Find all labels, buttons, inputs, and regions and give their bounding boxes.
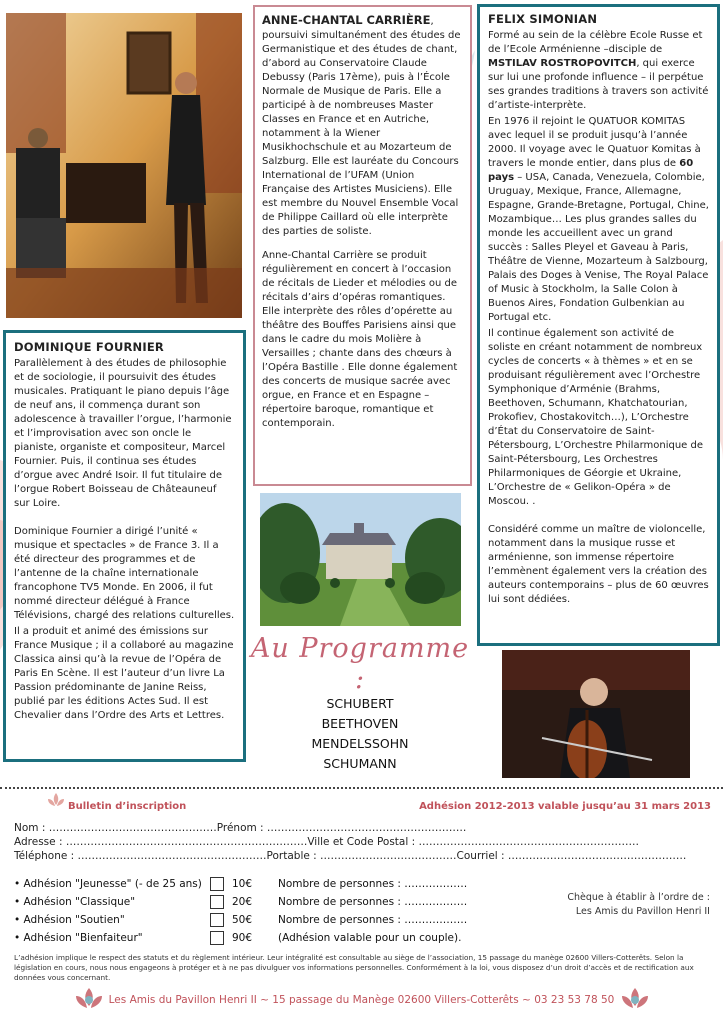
membership-row-classique	[14, 893, 467, 911]
membership-checkbox[interactable]	[210, 913, 224, 927]
membership-people[interactable]: Nombre de personnes : ………………	[278, 896, 468, 908]
bulletin-title: Bulletin d’inscription	[68, 801, 187, 812]
membership-label: • Adhésion "Classique"	[14, 896, 136, 908]
membership-row-soutien	[14, 911, 467, 929]
bio-box-dominique-fournier	[3, 330, 246, 762]
programme-title: Au Programme :	[250, 633, 470, 695]
membership-checkbox[interactable]	[210, 931, 224, 945]
footer-address: Les Amis du Pavillon Henri II ~ 15 passage du Manège 02600 Villers-Cotterêts ~ 03 23 53 78 50	[108, 994, 615, 1006]
membership-people[interactable]: Nombre de personnes : ………………	[278, 914, 468, 926]
composer-item: MENDELSSOHN	[311, 736, 409, 751]
composer-item: SCHUMANN	[323, 756, 397, 771]
photo-pianist-and-singer	[6, 13, 242, 318]
bio-box-felix-simonian	[477, 4, 720, 646]
felix-bio-paragraph-2: En 1976 il rejoint le QUATUOR KOMITAS avec lequel il se produit jusqu’à l’année 2000. Il voyage avec le Quatuor Komitas à travers le monde entier, dans plus de 60 pays – USA, Canada, Venezuela, Colombie, Uruguay, Mexique, France, Allemagne, Espagne, Grande-Bretagne, Portugal, Chine, Mozambique… Les plus grandes salles du monde les accueillent avec un grand succès : Salles Pleyel et Gaveau à Paris, Théâtre de Vienne, Mozarteum à Salzbourg, Palais des Doges à Venise, The Royal Palace of Music à Stockholm, la Salle Colon à Buenos Aires, Fondation Gulbenkian au Portugal etc.	[488, 116, 709, 323]
fleur-de-lis-icon	[45, 791, 67, 811]
dominique-bio-paragraph-1: Parallèlement à des études de philosophie et de sociologie, il poursuivit des études musicales. Pratiquant le piano depuis l’âge de neuf ans, il commença durant son adolescence à travailler l’orgue, l’harmonie et l’improvisation avec son oncle le pianiste, organiste et compositeur, Marcel Fournier. Puis, il continua ses études d’orgue avec André Isoir. Il fut titulaire de l’orgue Robert Boisseau de Châteauneuf sur Loire.	[14, 358, 232, 509]
bulletin-separator	[0, 787, 723, 789]
anne-bio-paragraph-2: Anne-Chantal Carrière se produit régulièrement en concert à l’occasion de récitals de Lieder et mélodies ou de récitals d’airs d’opéras romantiques. Elle interprète des rôles d’opérette au théâtre des Bouffes Parisiens ainsi que dans le cadre du mois Molière à Versailles ; chante dans des chœurs à l’Opéra Bastille . Elle donne également des concerts de musique sacrée avec orgue, en France et en Espagne – répertoire baroque, romantique et contemporain.	[262, 250, 458, 429]
membership-label: • Adhésion "Jeunesse" (- de 25 ans)	[14, 878, 202, 890]
programme-composer-list	[280, 694, 440, 774]
composer-item: SCHUBERT	[326, 696, 394, 711]
membership-label: • Adhésion "Bienfaiteur"	[14, 932, 143, 944]
membership-label: • Adhésion "Soutien"	[14, 914, 125, 926]
anne-bio-title: ANNE-CHANTAL CARRIÈRE	[262, 13, 431, 27]
membership-options	[14, 875, 467, 947]
bulletin-validity: Adhésion 2012-2013 valable jusqu’au 31 mars 2013	[419, 801, 711, 812]
form-line-phone[interactable]: Téléphone : ………………………………………………Portable : …………………………………Courriel : ……………………………………………	[14, 850, 687, 862]
membership-price: 90€	[232, 932, 253, 944]
felix-bio-title: FELIX SIMONIAN	[488, 12, 598, 26]
membership-row-bienfaiteur	[14, 929, 467, 947]
cheque-line-2: Les Amis du Pavillon Henri II	[575, 906, 710, 917]
membership-checkbox[interactable]	[210, 877, 224, 891]
form-line-address[interactable]: Adresse : ……………………………………………………………Ville et Code Postal : ………………………………………………………	[14, 836, 639, 848]
membership-price: 50€	[232, 914, 253, 926]
membership-price: 20€	[232, 896, 253, 908]
dominique-bio-paragraph-2: Dominique Fournier a dirigé l’unité « musique et spectacles » de France 3. Il a été directeur des programmes et de l’antenne de la chaîne internationale francophone TV5 Monde. En 2006, il fut nommé directeur délégué à France Télévisions, chargé des relations culturelles.	[14, 526, 235, 621]
dominique-bio-paragraph-3: Il a produit et animé des émissions sur France Musique ; il a collaboré au magazine Classica ainsi qu’à la revue de l’Opéra de Paris En Scène. Il est l’auteur d’un livre La Passion prédominante de Janine Reiss, publié par les éditions Actes Sud. Il est Chevalier dans l’Ordre des Arts et Lettres.	[14, 626, 234, 721]
legal-notice: L’adhésion implique le respect des statuts et du règlement intérieur. Leur intégralité est consultable au siège de l’association, 15 passage du manège 02600 Villers-Cotterêts. Selon la législation en cours, nous nous engageons à protéger et à ne pas divulguer vos informations personnelles. Conformément à la loi, vous disposez d’un droit d’accès et de rectification aux données vous concernant.	[14, 953, 694, 982]
felix-bio-paragraph-4: Considéré comme un maître de violoncelle, notamment dans la musique russe et arménienne, son immense répertoire l’emmènent également vers la création des auteurs contemporains – plus de 60 œuvres lui sont dédiées.	[488, 524, 709, 605]
cheque-instructions	[540, 891, 710, 919]
anne-bio-paragraph-1: ANNE-CHANTAL CARRIÈRE, poursuivi simultanément des études de Germanistique et des études de chant, d’abord au Conservatoire Claude Debussy (Paris 17ème), puis à l’École Normale de Musique de Paris. Elle a participé à de nombreuses Master Classes en France et en Autriche, notamment à la Wiener Musikhochschule et au Mozarteum de Salzburg. Elle est lauréate du Concours International de l’UFAM (Union Française des Artistes Musiciens). Elle est membre du Nouvel Ensemble Vocal de Philippe Caillard où elle interprète des parties de soliste.	[262, 13, 461, 237]
form-line-name[interactable]: Nom : …………………………………………Prénom : …………………………………………………	[14, 822, 467, 834]
photo-cellist	[502, 650, 690, 778]
membership-price: 10€	[232, 878, 253, 890]
composer-item: BEETHOVEN	[321, 716, 399, 731]
felix-bio-paragraph-1: Formé au sein de la célèbre Ecole Russe et de l’Ecole Arménienne –disciple de MSTILAV ROSTROPOVITCH, qui exerce sur lui une profonde influence – il perpétue ses grandes traditions à travers son activité d’artiste-interprète.	[488, 30, 709, 111]
membership-checkbox[interactable]	[210, 895, 224, 909]
membership-note: (Adhésion valable pour un couple).	[278, 932, 462, 944]
photo-chateau-pavillon	[260, 493, 461, 626]
membership-people[interactable]: Nombre de personnes : ………………	[278, 878, 468, 890]
bio-box-anne-chantal-carriere	[253, 5, 472, 486]
dominique-bio-title: DOMINIQUE FOURNIER	[14, 340, 164, 354]
ornament-right-icon	[618, 984, 652, 1014]
membership-row-jeunesse	[14, 875, 467, 893]
cheque-line-1: Chèque à établir à l’ordre de :	[567, 892, 710, 903]
felix-bio-paragraph-3: Il continue également son activité de soliste en créant notamment de nombreux cycles de concerts « à thèmes » et en se produisant régulièrement avec l’Orchestre Symphonique d’Arménie (Brahms, Beethoven, Schumann, Khatchatourian, Prokofiev, Chostakovitch…), L’Orchestre d’État du Conservatoire de Saint-Pétersbourg, L’Orchestre Philarmonique de Saint-Pétersbourg, Les Orchestres Philarmoniques de Géorgie et Ukraine, L’Orchestre de « Gelikon-Opéra » de Moscou. .	[488, 328, 703, 507]
